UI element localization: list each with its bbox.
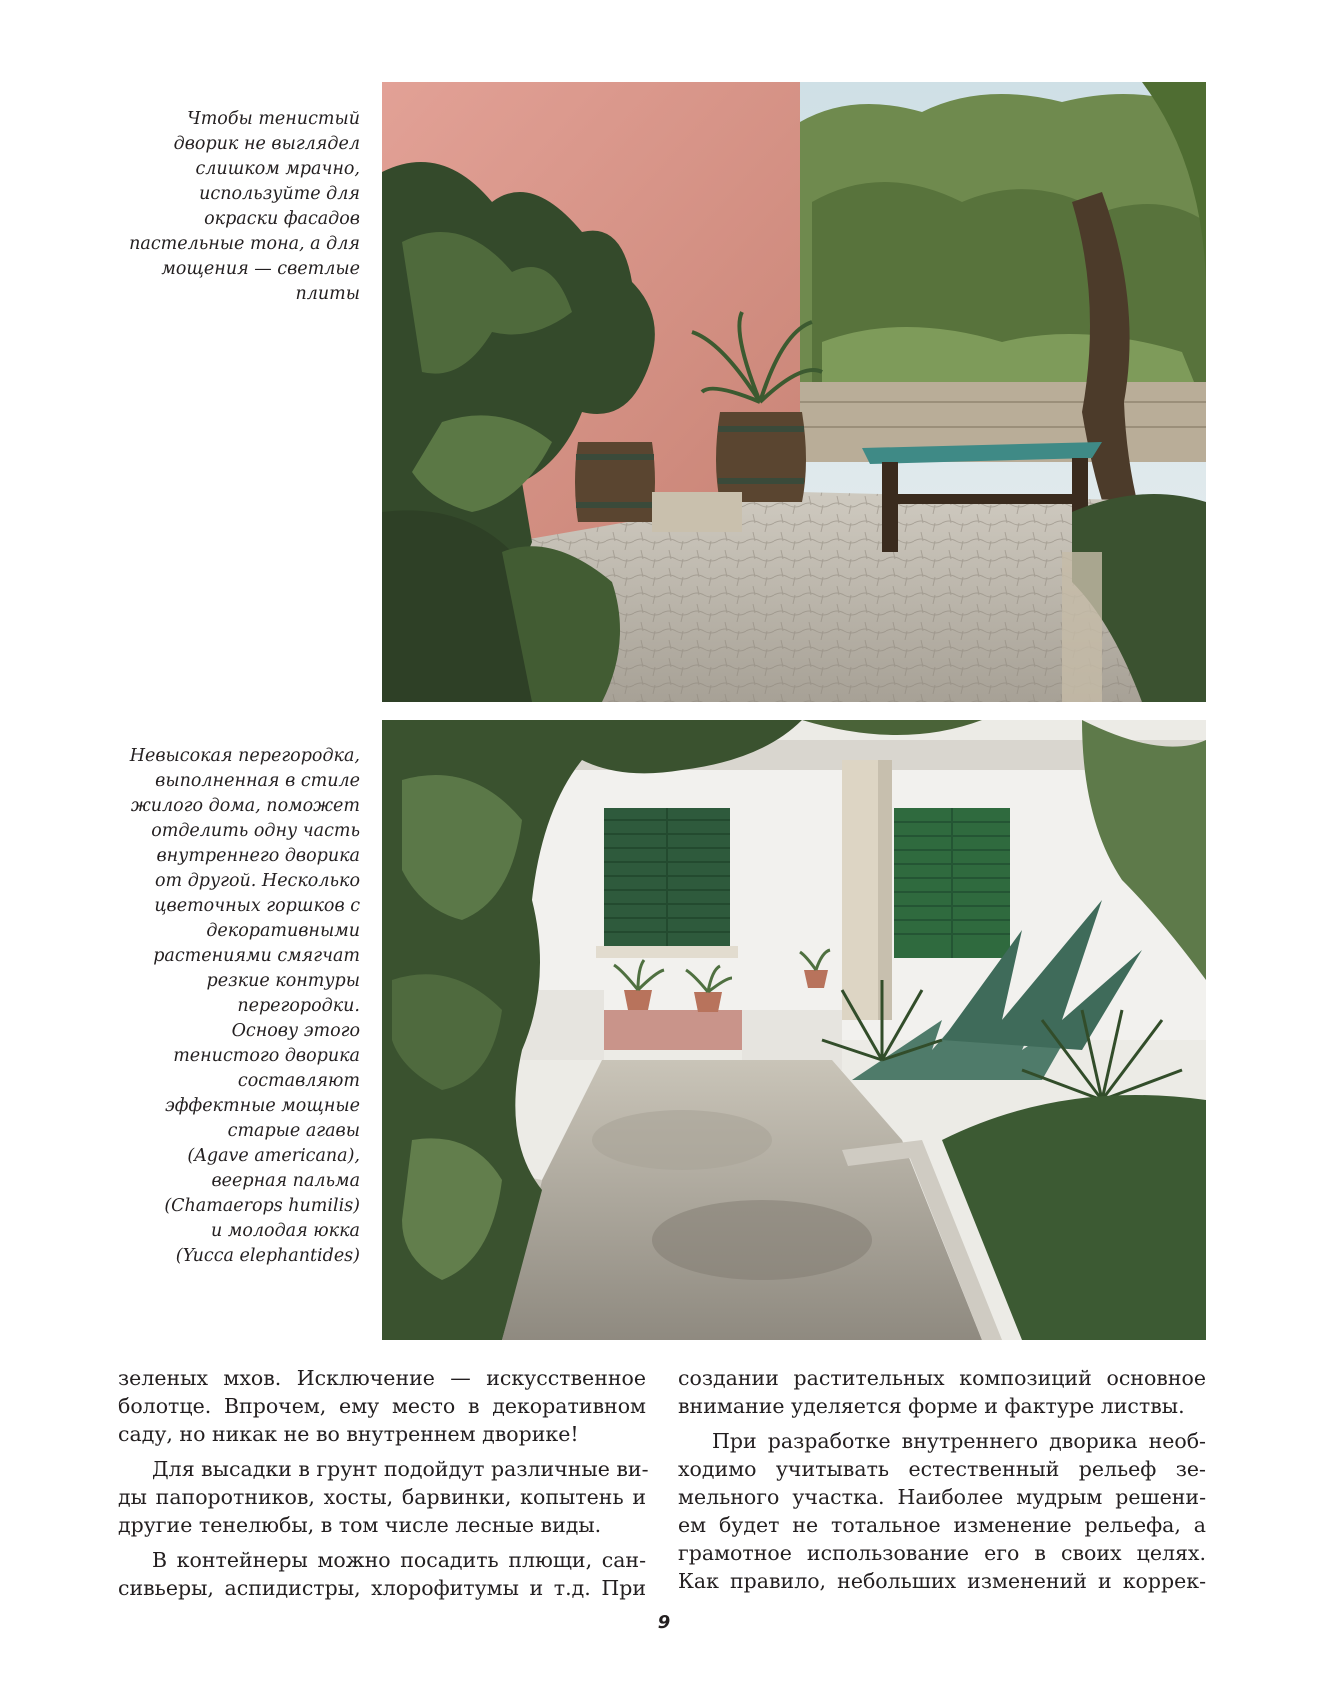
text-column-left [118,1364,649,1609]
caption-line: отделить одну часть [151,821,360,841]
text-line: ем будет не тотальное изменение рельефа, а [678,1513,1206,1537]
text-line: При разработке внутреннего дворика необ- [712,1429,1206,1453]
text-line: В контейнеры можно посадить плющи, сан- [152,1548,646,1572]
photo-pink-courtyard [382,82,1206,702]
caption-line: Основу этого [231,1021,360,1041]
caption-line: составляют [237,1071,360,1091]
text-line: Как правило, небольших изменений и коррек- [678,1569,1206,1593]
photo-white-house-courtyard [382,720,1206,1340]
caption-line: (Agave americana), [187,1146,360,1166]
paragraph [118,1455,649,1539]
caption-line: от другой. Несколько [155,871,360,891]
paragraph [678,1427,1206,1595]
text-line: зеленых мхов. Исключение — искусственное [118,1366,646,1390]
caption-line: выполненная в стиле [155,771,360,791]
caption-bottom [130,744,360,1269]
caption-line: (Yucca elephantides) [175,1246,360,1266]
caption-line: растениями смягчат [153,946,360,966]
caption-line: дворик не выглядел [173,134,360,154]
caption-line: используйте для [199,184,360,204]
caption-line: веерная пальма [211,1171,360,1191]
paragraph [678,1364,1206,1420]
page-number: 9 [657,1612,671,1633]
caption-line: цветочных горшков с [154,896,360,916]
text-line: другие тенелюбы, в том числе лесные виды. [118,1513,602,1537]
caption-line: старые агавы [227,1121,360,1141]
caption-line: и молодая юкка [211,1221,360,1241]
caption-line: декоративными [206,921,360,941]
caption-line: резкие контуры [206,971,360,991]
caption-line: пастельные тона, а для [129,234,360,254]
paragraph [118,1546,646,1602]
caption-line: слишком мрачно, [195,159,360,179]
caption-line: тенистого дворика [173,1046,360,1066]
caption-line: Чтобы тенистый [187,109,360,129]
text-line: ходимо учитывать естественный рельеф зе- [678,1457,1206,1481]
caption-line: перегородки. [237,996,360,1016]
caption-line: мощения — светлые [161,259,360,279]
caption-line: жилого дома, поможет [130,796,360,816]
text-column-right [678,1364,1206,1602]
text-line: создании растительных композиций основное [678,1366,1206,1390]
caption-line: (Chamaerops humilis) [164,1196,360,1216]
caption-line: плиты [295,284,360,304]
caption-top [129,107,360,307]
text-line: сивьеры, аспидистры, хлорофитумы и т.д. При [118,1576,646,1600]
caption-line: внутреннего дворика [156,846,360,866]
caption-line: окраски фасадов [204,209,360,229]
text-line: внимание уделяется форме и фактуре листвы. [678,1394,1185,1418]
paragraph [118,1364,646,1448]
text-line: саду, но никак не во внутреннем дворике! [118,1422,579,1446]
caption-line: Невысокая перегородка, [129,746,360,766]
text-line: Для высадки в грунт подойдут различные ви- [152,1457,649,1481]
text-line: мельного участка. Наиболее мудрым решени- [678,1485,1206,1509]
text-line: ды папоротников, хосты, барвинки, копытень и [118,1485,646,1509]
text-line: болотце. Впрочем, ему место в декоративном [118,1394,646,1418]
text-line: грамотное использование его в своих целях. [678,1541,1206,1565]
caption-line: эффектные мощные [165,1096,360,1116]
